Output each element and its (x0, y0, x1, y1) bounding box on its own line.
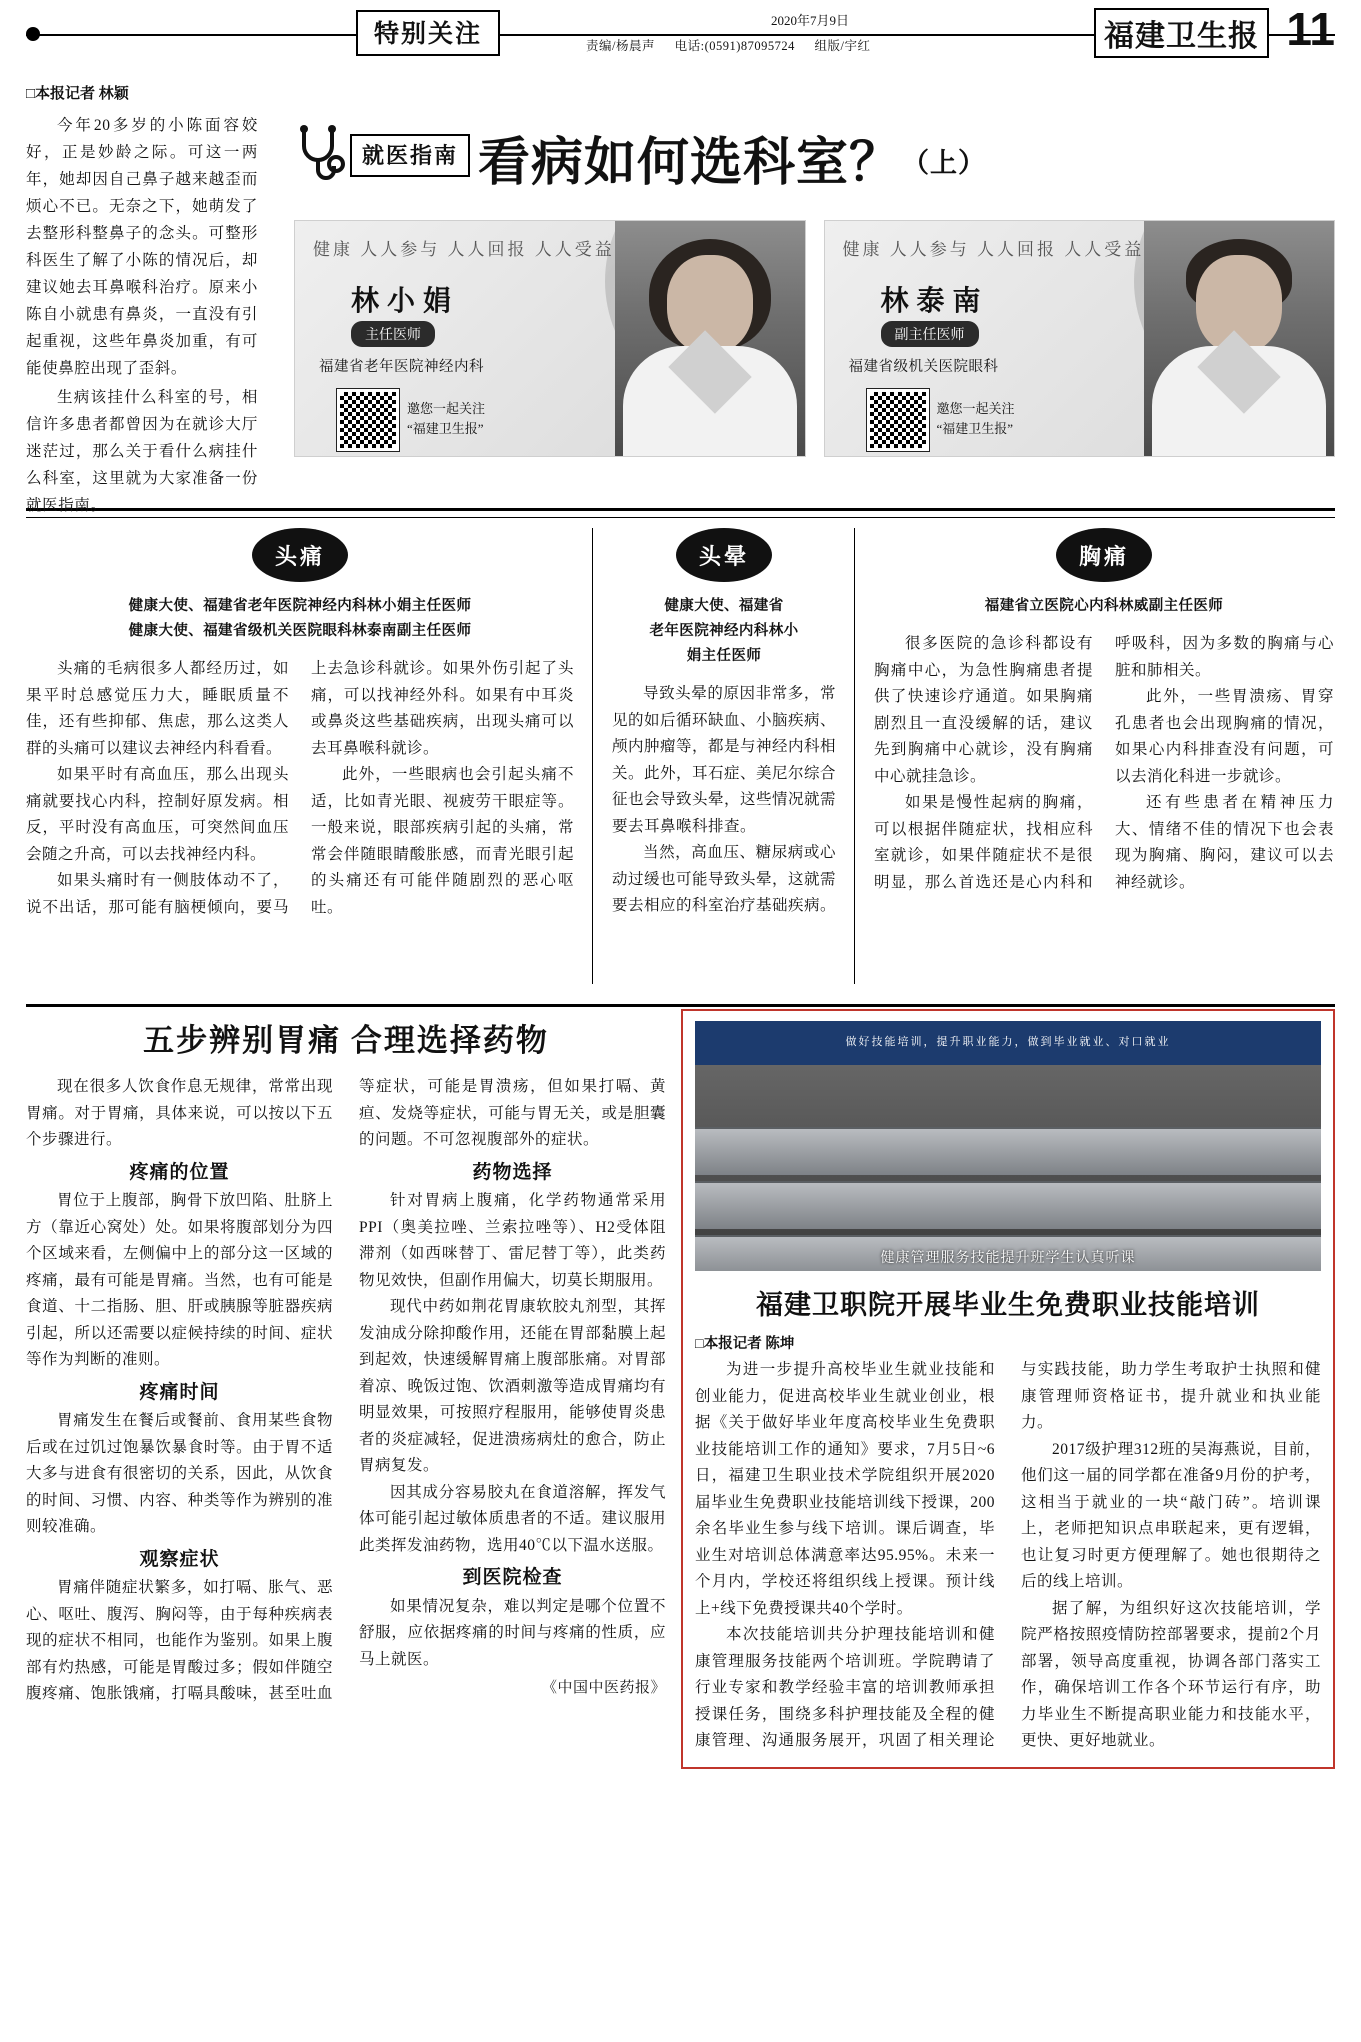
guide-badge (294, 124, 470, 186)
top-section (26, 72, 1335, 514)
page-number: 11 (1286, 3, 1335, 55)
paragraph: 现代中药如荆花胃康软胶丸剂型，其挥发油成分除抑酸作用，还能在胃部黏膜上起到起效，快速缓解胃痛上腹部胀痛。对胃部着凉、晚饭过饱、饮酒刺激等造成胃痛均有明显效果，可按照疗程服用，能够使胃炎患者的炎症减轻，促进溃疡病灶的愈合，防止胃病复发。 (359, 1298, 666, 1474)
article-training (681, 1009, 1335, 1769)
editor-credit: 责编/杨晨声 (586, 39, 655, 53)
card-banner: 健康 人人参与 人人回报 人人受益 (842, 240, 1145, 259)
headline-part: （上） (902, 148, 987, 178)
paragraph: 头痛的毛病很多人都经历过，如果平时总感觉压力大，睡眠质量不佳，还有些抑郁、焦虑，那么这类人群的头痛可以建议去神经内科看看。 (26, 660, 289, 757)
divider (26, 1004, 1335, 1007)
paragraph: 如果情况复杂，难以判定是哪个位置不舒服，应依据疼痛的时间与疼痛的性质，应马上就医。 (359, 1597, 666, 1668)
symptom-badge: 头晕 (676, 528, 772, 582)
paragraph: 2017级护理312班的吴海燕说，目前，他们这一届的同学都在准备9月份的护考，这相当于就业的一块“敲门砖”。培训课上，老师把知识点串联起来，更有逻辑，也让复习时更方便理解了。她也很期待之后的线上培训。 (1021, 1440, 1321, 1590)
subheading: 疼痛的位置 (129, 1161, 230, 1183)
symptom-byline: 健康大使、福建省 老年医院神经内科林小 娟主任医师 (649, 598, 799, 664)
paragraph: 本次技能培训共分护理技能培训和健康管理服务技能两个培训班。学院聘请了行业专家和教学经验丰富的培训教师承担授课任务，围绕多科护理技能及全程的健康管理、沟通服务展开，巩固了相关理论与实践技能，助力学生考取护士执照和健康管理师资格证书，提升就业和执业能力。 (695, 1361, 1321, 1749)
symptom-body (874, 631, 1334, 896)
subheading: 药物选择 (472, 1161, 553, 1183)
symptom-body (26, 656, 574, 921)
lead-paragraph: 生病该挂什么科室的号，相信许多患者都曾因为在就诊大厅迷茫过，那么关于看什么病挂什么科室，这里就为大家准备一份就医指南。 (26, 389, 258, 514)
article-title: 福建卫职院开展毕业生免费职业技能培训 (756, 1290, 1260, 1320)
expert-cards (294, 220, 1335, 457)
expert-card (824, 220, 1336, 457)
symptom-block-chestpain (874, 528, 1334, 896)
article-body (695, 1357, 1321, 1755)
paragraph: 还有些患者在精神压力大、情绪不佳的情况下也会表现为胸痛、胸闷，建议可以去神经就诊。 (1115, 794, 1334, 891)
paper-name: 福建卫生报 (1094, 8, 1269, 58)
qr-caption: 邀您一起关注 “福建卫生报” (407, 401, 486, 436)
lead-reporter: □本报记者 林颖 (26, 86, 129, 102)
article-body (26, 1074, 666, 1708)
symptom-byline: 福建省立医院心内科林威副主任医师 (984, 598, 1224, 614)
expert-org: 福建省老年医院神经内科 (319, 359, 484, 375)
paragraph: 如果是慢性起病的胸痛，可以根据伴随症状，找相应科室就诊，如果伴随症状不是很明显，那么首选还是心内科和呼吸科，因为多数的胸痛与心脏和肺相关。 (874, 635, 1334, 891)
subheading: 到医院检查 (462, 1567, 563, 1588)
issue-date: 2020年7月9日 (771, 13, 850, 28)
paragraph: 如果头痛时有一侧肢体动不了，说不出话，那可能有脑梗倾向，要马上去急诊科就诊。如果外伤引起了头痛，可以找神经外科。如果有中耳炎或鼻炎这些基础疾病，出现头痛可以去耳鼻喉科就诊。 (26, 660, 574, 916)
symptom-byline: 健康大使、福建省老年医院神经内科林小娟主任医师 健康大使、福建省级机关医院眼科林泰南副主任医师 (128, 598, 472, 639)
section-title-text: 特别关注 (374, 21, 483, 48)
qr-code-icon[interactable] (337, 389, 399, 451)
qr-caption: 邀您一起关注 “福建卫生报” (936, 401, 1015, 436)
paragraph: 为进一步提升高校毕业生就业技能和创业能力，促进高校毕业生就业创业，根据《关于做好毕业年度高校毕业生免费职业技能培训工作的通知》要求，7月5日~6日，福建卫生职业技术学院组织开展2020届毕业生免费职业技能培训线下授课，200余名毕业生参与线下培训。课后调查，毕业生对培训总体满意率达95.95%。未来一个月内，学校还将组织线上授课。预计线上+线下免费授课共40个学时。 (695, 1361, 995, 1617)
paragraph: 胃位于上腹部，胸骨下放凹陷、肚脐上方（靠近心窝处）处。如果将腹部划分为四个区域来看，左侧偏中上的部分这一区域的疼痛，最有可能是胃痛。当然，也有可能是食道、十二指肠、胆、肝或胰腺等脏器疾病引起，所以还需要以症候持续的时间、症状等作为判断的准则。 (26, 1192, 333, 1368)
card-banner: 健康 人人参与 人人回报 人人受益 (313, 240, 615, 259)
symptom-block-headache (26, 528, 574, 921)
photo-banner (695, 1021, 1321, 1065)
expert-title: 副主任医师 (881, 321, 979, 347)
subheading: 疼痛时间 (139, 1381, 220, 1403)
paragraph: 此外，一些胃溃疡、胃穿孔患者也会出现胸痛的情况，如果心内科排查没有问题，可以去消化科进一步就诊。 (1115, 688, 1334, 785)
photo-caption: 健康管理服务技能提升班学生认真听课 (880, 1251, 1136, 1266)
symptom-block-dizziness (612, 528, 836, 920)
paragraph: 因其成分容易胶丸在食道溶解，挥发气体可能引起过敏体质患者的不适。建议服用此类挥发油药物，选用40℃以下温水送服。 (359, 1483, 666, 1554)
paragraph: 胃痛发生在餐后或餐前、食用某些食物后或在过饥过饱暴饮暴食时等。由于胃不适大多与进食有很密切的关系，因此，从饮食的时间、习惯、内容、种类等作为辨别的准则较准确。 (26, 1412, 333, 1535)
expert-title: 主任医师 (351, 321, 435, 347)
layout-credit: 组版/宇红 (814, 39, 871, 53)
article-stomach-pain (26, 1015, 666, 1708)
bottom-section (26, 1015, 1335, 1975)
phone-credit: 电话:(0591)87095724 (674, 39, 795, 53)
guide-label: 就医指南 (350, 134, 470, 177)
headline-main: 看病如何选科室？ (478, 135, 903, 192)
paragraph: 胃痛伴随症状繁多，如打嗝、胀气、恶心、呕吐、腹泻、胸闷等，由于每种疾病表现的症状不相同，也能作为鉴别。如果上腹部有灼热感，可能是胃酸过多；假如伴随空腹疼痛、饱胀饿痛，打嗝具酸味，甚至吐血等症状，可能是胃溃疡，但如果打嗝、黄疸、发烧等症状，可能与胃无关，或是胆囊的问题。不可忽视腹部外的症状。 (26, 1078, 666, 1702)
symptom-badge: 胸痛 (1056, 528, 1152, 582)
article-source: 《中国中医药报》 (541, 1680, 666, 1696)
section-title (356, 10, 500, 56)
paragraph: 此外，一些眼病也会引起头痛不适，比如青光眼、视疲劳干眼症等。一般来说，眼部疾病引起的头痛，常常会伴随眼睛酸胀感，而青光眼引起的头痛还有可能伴随剧烈的恶心呕吐。 (311, 766, 574, 916)
paragraph: 针对胃病上腹痛，化学药物通常采用PPI（奥美拉唑、兰索拉唑等）、H2受体阻滞剂（如西咪替丁、雷尼替丁等），此类药物见效快，但副作用偏大，切莫长期服用。 (359, 1192, 666, 1289)
stethoscope-icon (294, 124, 346, 186)
masthead-credits (586, 36, 887, 54)
lead-paragraph: 今年20多岁的小陈面容姣好，正是妙龄之际。可这一两年，她却因自己鼻子越来越歪而烦心不已。无奈之下，她萌发了去整形科整鼻子的念头。可整形科医生了解了小陈的情况后，却建议她去耳鼻喉科治疗。原来小陈自小就患有鼻炎，一直没有引起重视，这些年鼻炎加重，有可能使鼻腔出现了歪斜。 (26, 117, 258, 377)
article-reporter: □本报记者 陈坤 (695, 1336, 795, 1352)
paragraph: 当然，高血压、糖尿病或心动过缓也可能导致头晕，这就需要去相应的科室治疗基础疾病。 (612, 844, 837, 914)
page-title (478, 120, 986, 195)
paragraph: 据了解，为组织好这次技能培训，学院严格按照疫情防控部署要求，提前2个月部署，领导高度重视，协调各部门落实工作，确保培训工作各个环节运行有序，助力毕业生不断提高职业能力和技能水平，更快、更好地就业。 (1021, 1599, 1321, 1749)
article-photo (695, 1021, 1321, 1271)
symptom-body (612, 681, 836, 920)
expert-org: 福建省级机关医院眼科 (848, 359, 999, 375)
article-title: 五步辨别胃痛 合理选择药物 (143, 1023, 549, 1058)
paragraph: 现在很多人饮食作息无规律，常常出现胃痛。对于胃痛，具体来说，可以按以下五个步骤进行。 (26, 1078, 333, 1148)
photo-banner-text: 做好技能培训，提升职业能力，做到毕业就业、对口就业 (845, 1036, 1171, 1048)
qr-code-icon[interactable] (867, 389, 929, 451)
paragraph: 如果平时有高血压，那么出现头痛就要找心内科，控制好原发病。相反，平时没有高血压，可突然间血压会随之升高，可以去找神经内科。 (26, 766, 289, 863)
expert-card (294, 220, 806, 457)
subheading: 观察症状 (139, 1548, 220, 1570)
expert-name: 林泰南 (880, 286, 989, 317)
paragraph: 导致头晕的原因非常多，常见的如后循环缺血、小脑疾病、颅内肿瘤等，都是与神经内科相关。此外，耳石症、美尼尔综合征也会导致头晕，这些情况就需要去耳鼻喉科排查。 (612, 685, 837, 835)
symptom-section (26, 528, 1335, 998)
avatar (615, 221, 805, 456)
lead-text (26, 112, 258, 521)
paragraph: 很多医院的急诊科都设有胸痛中心，为急性胸痛患者提供了快速诊疗通道。如果胸痛剧烈且一直没缓解的话，建议先到胸痛中心就诊，没有胸痛中心就挂急诊。 (874, 635, 1093, 785)
symptom-badge: 头痛 (252, 528, 348, 582)
masthead (26, 3, 1335, 66)
expert-name: 林小娟 (351, 286, 460, 317)
avatar (1144, 221, 1334, 456)
column-rule (854, 528, 855, 984)
column-rule (592, 528, 593, 984)
